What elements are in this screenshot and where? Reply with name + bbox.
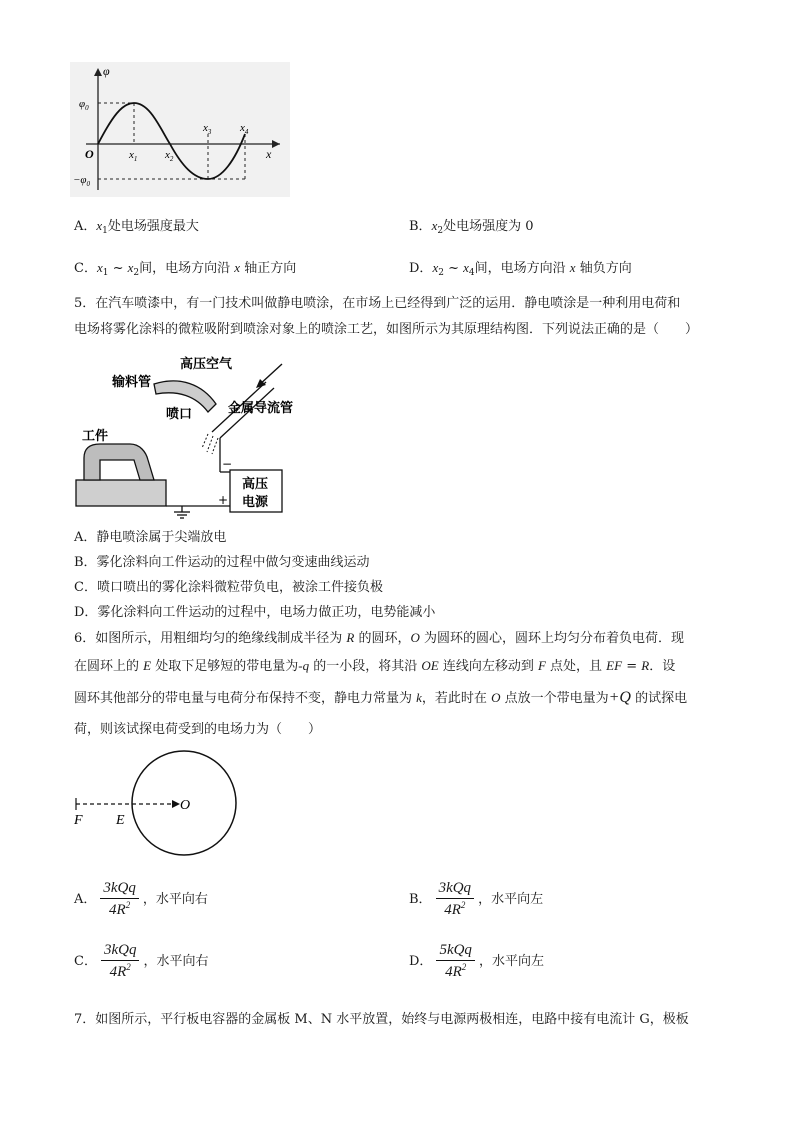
q4-option-a[interactable]: A．$x_1$处电场强度最大 [74,218,199,236]
q6-stem-line1: 6．如图所示，用粗细均匀的绝缘线制成半径为 R 的圆环，O 为圆环的圆心，圆环上均匀分布着负电荷．现 [74,630,685,646]
y-axis-label: φ [103,64,110,78]
x-axis-label: x [266,147,272,161]
q6-stem-line4: 荷，则该试探电荷受到的电场力为（ ） [74,722,322,737]
phi0-label: $\varphi_0$ [79,98,89,112]
q7-stem-line1: 7．如图所示，平行板电容器的金属板 M、N 水平放置，始终与电源两极相连，电路中接有电流计 G，极板 [74,1012,689,1027]
label-metal-pipe: 金属导流管 [228,401,294,416]
label-plus: + [218,493,229,507]
x4-label: $x_4$ [240,122,249,136]
q5-option-b[interactable]: B．雾化涂料向工件运动的过程中做匀变速曲线运动 [74,555,370,570]
label-nozzle: 喷口 [166,407,193,422]
q6-stem-line3: 圆环其他部分的带电量与电荷分布保持不变，静电力常量为 k，若此时在 O 点放一个带电量为+Q 的试探电 [74,689,688,706]
q5-option-a[interactable]: A．静电喷涂属于尖端放电 [74,530,227,545]
label-high-air: 高压空气 [180,357,233,372]
q5-option-d[interactable]: D．雾化涂料向工件运动的过程中，电场力做正功，电势能减小 [74,605,436,620]
electrostatic-spray-figure [70,348,300,520]
q6-option-b[interactable]: B． $\frac{\text{3kQq}}{4R^2}$ ，水平向左 [409,880,544,918]
q5-stem-line2: 电场将雾化涂料的微粒吸附到喷涂对象上的喷涂工艺，如图所示为其原理结构图．下列说法正确的是（ ） [74,322,699,337]
x1-label: $x_1$ [129,149,138,163]
q4-option-c[interactable]: C．$x_1$ ~ $x_2$间，电场方向沿 x 轴正方向 [74,260,297,278]
label-minus: − [222,457,233,471]
ring-figure [68,748,248,860]
x2-label: $x_2$ [165,149,174,163]
label-supply-1: 高压 [242,477,269,492]
q6-option-a[interactable]: A． $\frac{\text{3kQq}}{4R^2}$ ，水平向右 [74,880,208,918]
q5-stem-line1: 5．在汽车喷漆中，有一门技术叫做静电喷涂，在市场上已经得到广泛的运用．静电喷涂是一种利用电荷和 [74,296,681,311]
neg-phi0-label: $-\varphi_0$ [73,174,91,188]
q4-option-d[interactable]: D．$x_2$ ~ $x_4$间，电场方向沿 x 轴负方向 [409,260,632,278]
origin-label: O [85,147,94,161]
q6-option-d[interactable]: D． $\frac{\text{5kQq}}{4R^2}$ ，水平向左 [409,942,544,980]
q6-option-c[interactable]: C． $\frac{\text{3kQq}}{4R^2}$ ，水平向右 [74,942,209,980]
label-O: O [180,798,191,813]
q6-stem-line2: 在圆环上的 E 处取下足够短的带电量为-q 的一小段，将其沿 OE 连线向左移动到 F 点处，且 EF = R．设 [74,658,676,674]
label-F: F [74,813,83,828]
label-E: E [116,813,125,828]
q4-option-b[interactable]: B．$x_2$处电场强度为 0 [409,218,534,236]
q5-option-c[interactable]: C．喷口喷出的雾化涂料微粒带负电，被涂工件接负极 [74,580,383,595]
x3-label: $x_3$ [203,122,212,136]
label-feed-pipe: 输料管 [112,375,152,390]
label-supply-2: 电源 [242,495,269,510]
potential-graph [70,62,290,197]
label-workpiece: 工件 [82,429,109,444]
